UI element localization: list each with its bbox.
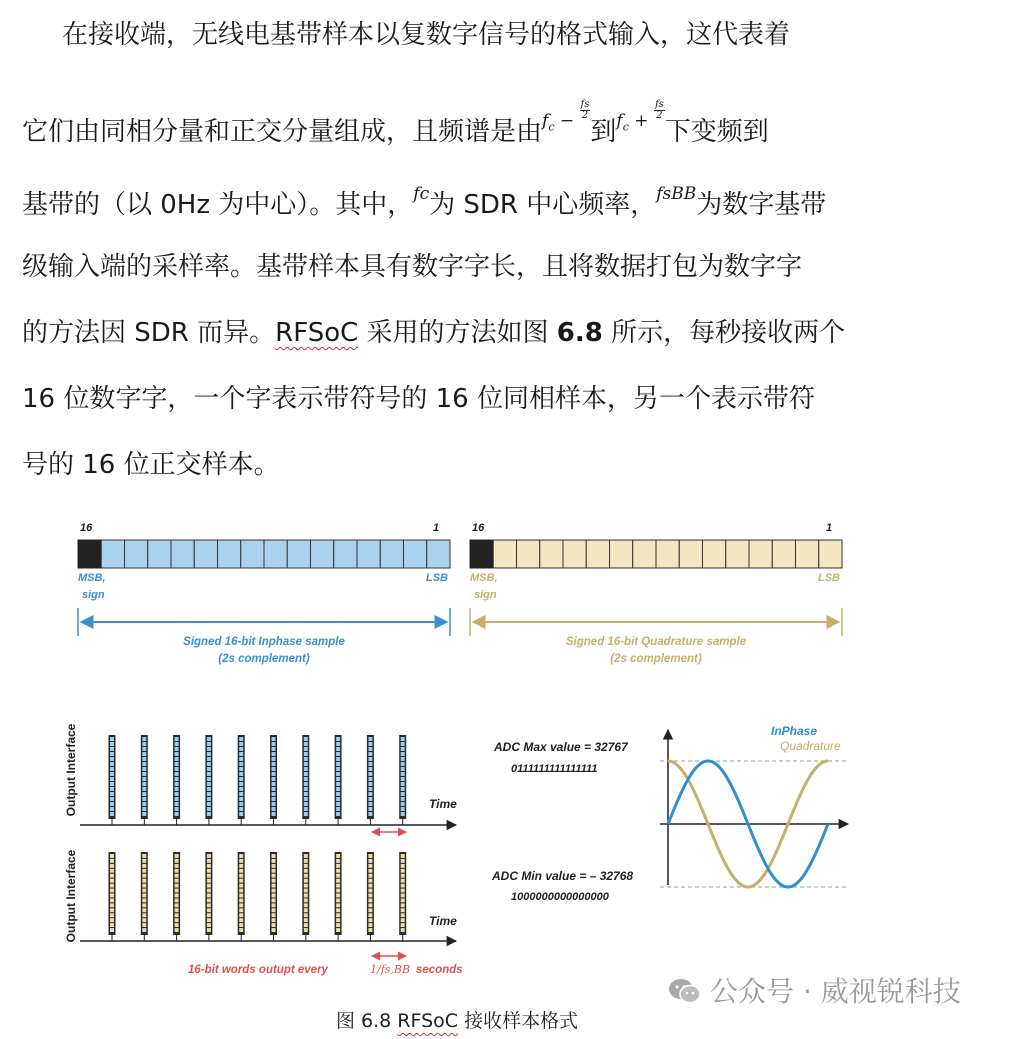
word-bar: [238, 735, 245, 825]
text-line-3: 基带的（以 0Hz 为中心）。其中，$^{fc}$为 SDR 中心频率，$^{fsBB}$为数字基带: [22, 184, 827, 220]
bit-cell: [101, 540, 124, 568]
legend-quadrature: Quadrature: [780, 739, 841, 753]
timing-ylabel-top: Output Interface: [64, 723, 78, 817]
word-bar: [141, 735, 148, 825]
bit-cell: [380, 540, 403, 568]
quadrature-subtitle: (2s complement): [610, 653, 702, 665]
bit-cell: [404, 540, 427, 568]
word-bar: [270, 735, 277, 825]
inphase-subtitle: (2s complement): [218, 653, 310, 665]
bit-cell: [78, 540, 101, 568]
timing-ylabel-bottom: Output Interface: [64, 849, 78, 943]
text-line-1: 在接收端，无线电基带样本以复数字信号的格式输入，这代表着: [62, 20, 791, 50]
word-bar: [141, 852, 148, 941]
word-bar: [173, 735, 180, 825]
inphase-lsb-label: LSB: [426, 572, 448, 584]
symbol-fc: fc: [413, 184, 430, 204]
quadrature-bit-low: 1: [826, 522, 833, 534]
bit-cell: [311, 540, 334, 568]
word-bar: [205, 852, 212, 941]
quadrature-msb-label: MSB,: [470, 572, 498, 584]
rfsoc-term: RFSoC: [275, 318, 359, 348]
inphase-title: Signed 16-bit Inphase sample: [183, 636, 345, 648]
wechat-icon: [668, 977, 702, 1005]
word-bar: [335, 735, 342, 825]
bit-cell: [427, 540, 450, 568]
word-bar: [302, 735, 309, 825]
figure-caption: 图 6.8 RFSoC 接收样本格式: [336, 1010, 579, 1032]
time-label-top: Time: [429, 797, 457, 811]
word-bar: [302, 852, 309, 941]
bit-cell: [218, 540, 241, 568]
word-bar: [173, 852, 180, 941]
bit-cell: [241, 540, 264, 568]
quadrature-title: Signed 16-bit Quadrature sample: [565, 636, 747, 648]
bit-cell: [633, 540, 656, 568]
watermark: 公众号 · 威视锐科技: [668, 970, 961, 1010]
inphase-bit-high: 16: [80, 522, 93, 534]
bit-cell: [726, 540, 749, 568]
bit-cell: [287, 540, 310, 568]
inphase-bit-low: 1: [433, 522, 440, 534]
quadrature-bit-high: 16: [472, 522, 485, 534]
bit-cell: [357, 540, 380, 568]
word-bar: [270, 852, 277, 941]
bit-cell: [264, 540, 287, 568]
inphase-sign-label: sign: [82, 589, 105, 601]
bit-cell: [171, 540, 194, 568]
adc-min-bits: 1000000000000000: [511, 891, 609, 903]
bit-cell: [749, 540, 772, 568]
time-label-bottom: Time: [429, 914, 457, 928]
legend-inphase: InPhase: [771, 724, 818, 738]
bit-cell: [540, 540, 563, 568]
quadrature-sign-label: sign: [474, 589, 497, 601]
word-bar: [399, 852, 406, 941]
bit-cell: [470, 540, 493, 568]
text-line-6: 16 位数字字，一个字表示带符号的 16 位同相样本，另一个表示带符: [22, 384, 815, 414]
word-bar: [238, 852, 245, 941]
text-line-5: 的方法因 SDR 而异。RFSoC 采用的方法如图 6.8 所示，每秒接收两个: [22, 318, 846, 348]
bit-cell: [125, 540, 148, 568]
bit-cell: [517, 540, 540, 568]
formula-fc-plus: fc + fs 2: [616, 99, 664, 134]
text-line-2: 它们由同相分量和正交分量组成，且频谱是由$^{f_c - \frac{fs}{2}}$ 到$^{f_c + \frac{fs}{2}}$ 下变频到: [22, 99, 769, 147]
text-line-4: 级输入端的采样率。基带样本具有数字字长，且将数据打包为数字字: [22, 252, 803, 282]
word-bar: [205, 735, 212, 825]
bit-cell: [819, 540, 842, 568]
formula-fc-minus: fc − fs 2: [542, 99, 590, 134]
adc-max-bits: 0111111111111111: [511, 763, 598, 775]
bit-cell: [493, 540, 516, 568]
word-bar: [399, 735, 406, 825]
word-bar: [109, 735, 116, 825]
bit-cell: [148, 540, 171, 568]
period-text-a: 16-bit words outupt every: [188, 964, 328, 976]
bit-cell: [679, 540, 702, 568]
bit-cell: [772, 540, 795, 568]
timing-diagram: [64, 723, 463, 976]
text-line-7: 号的 16 位正交样本。: [22, 450, 280, 480]
adc-max-label: ADC Max value = 32767: [494, 740, 628, 754]
bit-cell: [194, 540, 217, 568]
period-value: 1/fs,BB: [370, 963, 411, 976]
period-text-b: seconds: [416, 964, 463, 976]
adc-min-label: ADC Min value = – 32768: [492, 869, 634, 883]
bit-cell: [563, 540, 586, 568]
bit-cell: [656, 540, 679, 568]
quadrature-word: [470, 522, 842, 665]
word-bar: [109, 852, 116, 941]
quadrature-lsb-label: LSB: [818, 572, 840, 584]
symbol-fsbb: fsBB: [656, 184, 697, 204]
inphase-msb-label: MSB,: [78, 572, 106, 584]
word-bar: [367, 735, 374, 825]
word-bar: [335, 852, 342, 941]
waveform-plot: [491, 724, 848, 903]
inphase-word: [78, 522, 450, 665]
word-bar: [367, 852, 374, 941]
bit-cell: [796, 540, 819, 568]
bit-cell: [610, 540, 633, 568]
bit-cell: [334, 540, 357, 568]
bit-cell: [586, 540, 609, 568]
bit-cell: [703, 540, 726, 568]
